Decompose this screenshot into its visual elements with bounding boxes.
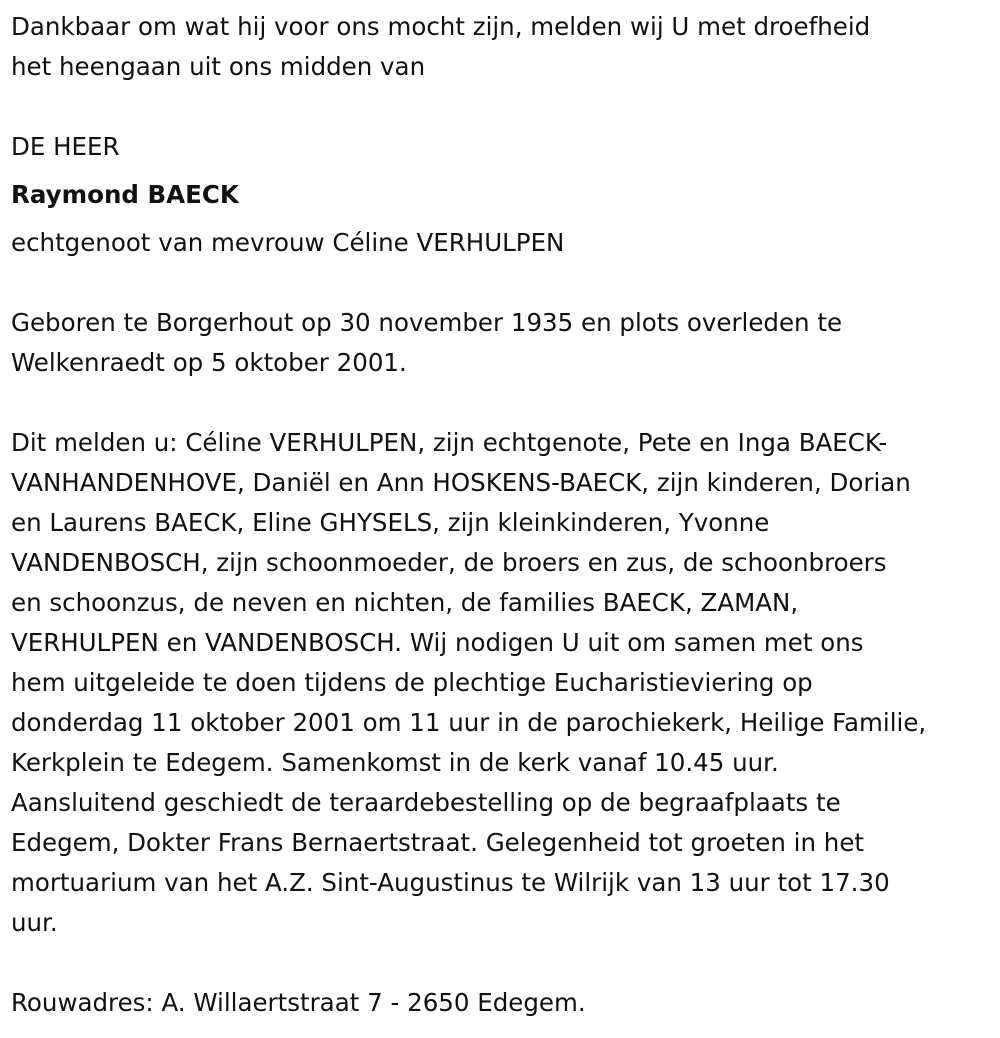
deceased-name: Raymond BAECK [11, 180, 239, 209]
spouse-line: echtgenoot van mevrouw Céline VERHULPEN [11, 228, 565, 257]
announcement-line: en Laurens BAECK, Eline GHYSELS, zijn kleinkinderen, Yvonne [11, 508, 770, 537]
announcement-line: mortuarium van het A.Z. Sint-Augustinus te Wilrijk van 13 uur tot 17.30 [11, 868, 890, 897]
announcement-line: Kerkplein te Edegem. Samenkomst in de kerk vanaf 10.45 uur. [11, 748, 779, 777]
announcement-line: VERHULPEN en VANDENBOSCH. Wij nodigen U uit om samen met ons [11, 628, 864, 657]
announcement-paragraph [11, 423, 991, 943]
birth-death-line: Welkenraedt op 5 oktober 2001. [11, 348, 407, 377]
intro-line: het heengaan uit ons midden van [11, 52, 426, 81]
intro-line: Dankbaar om wat hij voor ons mocht zijn, melden wij U met droefheid [11, 12, 871, 41]
announcement-line: VANHANDENHOVE, Daniël en Ann HOSKENS-BAECK, zijn kinderen, Dorian [11, 468, 911, 497]
announcement-line: uur. [11, 908, 58, 937]
announcement-line: hem uitgeleide te doen tijdens de plechtige Eucharistieviering op [11, 668, 813, 697]
announcement-line: Dit melden u: Céline VERHULPEN, zijn echtgenote, Pete en Inga BAECK- [11, 428, 888, 457]
announcement-line: donderdag 11 oktober 2001 om 11 uur in de parochiekerk, Heilige Familie, [11, 708, 927, 737]
mourning-address: Rouwadres: A. Willaertstraat 7 - 2650 Edegem. [11, 988, 586, 1017]
announcement-line: en schoonzus, de neven en nichten, de families BAECK, ZAMAN, [11, 588, 799, 617]
honorific-title: DE HEER [11, 132, 120, 161]
obituary-document [11, 7, 991, 1023]
birth-death-paragraph [11, 303, 991, 383]
announcement-line: Edegem, Dokter Frans Bernaertstraat. Gelegenheid tot groeten in het [11, 828, 865, 857]
announcement-line: VANDENBOSCH, zijn schoonmoeder, de broers en zus, de schoonbroers [11, 548, 887, 577]
announcement-line: Aansluitend geschiedt de teraardebestelling op de begraafplaats te [11, 788, 841, 817]
intro-paragraph [11, 7, 991, 87]
birth-death-line: Geboren te Borgerhout op 30 november 1935 en plots overleden te [11, 308, 843, 337]
